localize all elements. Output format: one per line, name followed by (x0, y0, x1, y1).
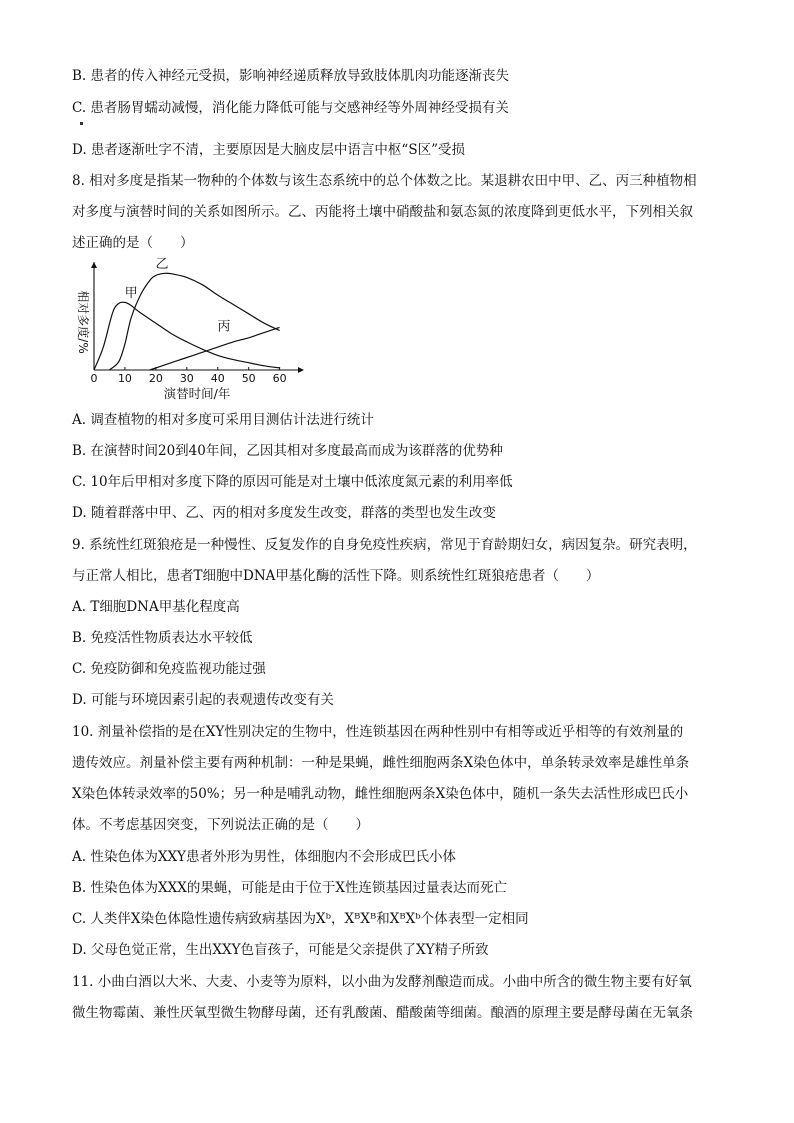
q10-option-a: A. 性染色体为XXY患者外形为男性，体细胞内不会形成巴氏小体 (72, 849, 456, 865)
q10-option-b: B. 性染色体为XXX的果蝇，可能是由于位于X性连锁基因过量表达而死亡 (72, 880, 507, 896)
x-tick-label: 60 (272, 372, 287, 385)
q8-stem-2: 对多度与演替时间的关系如图所示。乙、丙能将土壤中硝酸盐和氨态氮的浓度降到更低水平，下列相关叙 (72, 204, 693, 220)
x-tick-label: 0 (90, 372, 98, 385)
series-label-2: 乙 (155, 258, 169, 273)
q10-stem-4: 体。不考虑基因突变，下列说法正确的是（ ） (72, 817, 369, 833)
stray-mark (80, 122, 83, 125)
series-line-3 (150, 327, 280, 370)
x-tick-label: 20 (148, 372, 163, 385)
q9-stem-1: 9. 系统性红斑狼疮是一种慢性、反复发作的自身免疫性疾病，常见于育龄期妇女，病因复杂。研究表明， (72, 537, 697, 553)
x-tick-label: 50 (241, 372, 256, 385)
q9-option-d: D. 可能与环境因素引起的表观遗传改变有关 (72, 692, 334, 708)
q9-stem-2: 与正常人相比，患者T细胞中DNA甲基化酶的活性下降。则系统性红斑狼疮患者（ ） (72, 568, 600, 584)
x-tick-label: 10 (117, 372, 132, 385)
x-tick-label: 40 (210, 372, 225, 385)
series-label-1: 甲 (124, 286, 138, 302)
q8-option-b: B. 在演替时间20到40年间，乙因其相对多度最高而成为该群落的优势种 (72, 443, 503, 459)
x-axis-title: 演替时间/年 (163, 386, 231, 401)
x-tick-label: 30 (179, 372, 194, 385)
series-line-1 (94, 302, 280, 370)
q8-option-a: A. 调查植物的相对多度可采用目测估计法进行统计 (72, 412, 374, 428)
q8-option-c: C. 10年后甲相对多度下降的原因可能是对土壤中低浓度氮元素的利用率低 (72, 474, 513, 490)
option-b: B. 患者的传入神经元受损，影响神经递质释放导致肢体肌肉功能逐渐丧失 (72, 68, 510, 84)
q8-stem-3: 述正确的是（ ） (72, 235, 194, 251)
q10-stem-3: X染色体转录效率的50%；另一种是哺乳动物，雌性细胞两条X染色体中，随机一条失去活性形成巴氏小 (72, 786, 689, 802)
option-c: C. 患者肠胃蠕动减慢，消化能力降低可能与交感神经等外周神经受损有关 (72, 100, 509, 116)
q8-stem-1: 8. 相对多度是指某一物种的个体数与该生态系统中的总个体数之比。某退耕农田中甲、乙、丙三种植物相 (72, 173, 697, 189)
q11-stem-2: 微生物霉菌、兼性厌氧型微生物酵母菌，还有乳酸菌、醋酸菌等细菌。酿酒的原理主要是酵母菌在无氧条 (72, 1005, 693, 1021)
q9-option-c: C. 免疫防御和免疫监视功能过强 (72, 661, 266, 677)
q10-option-d: D. 父母色觉正常，生出XXY色盲孩子，可能是父亲提供了XY精子所致 (72, 942, 489, 958)
q8-option-d: D. 随着群落中甲、乙、丙的相对多度发生改变，群落的类型也发生改变 (72, 505, 496, 521)
y-axis-title: 相对多度/% (76, 290, 90, 354)
option-d: D. 患者逐渐吐字不清，主要原因是大脑皮层中语言中枢“S区”受损 (72, 142, 465, 158)
relative-abundance-chart (66, 258, 306, 403)
q10-option-c: C. 人类伴X染色体隐性遗传病致病基因为Xᵇ，XᴮXᴮ和XᴮXᵇ个体表型一定相同 (72, 911, 529, 927)
q9-option-b: B. 免疫活性物质表达水平较低 (72, 630, 253, 646)
q11-stem-1: 11. 小曲白酒以大米、大麦、小麦等为原料，以小曲为发酵剂酿造而成。小曲中所含的微生物主要有好氧 (72, 974, 692, 990)
q10-stem-2: 遗传效应。剂量补偿主要有两种机制：一种是果蝇，雌性细胞两条X染色体中，单条转录效率是雄性单条 (72, 755, 690, 771)
q9-option-a: A. T细胞DNA甲基化程度高 (72, 599, 240, 615)
q10-stem-1: 10. 剂量补偿指的是在XY性别决定的生物中，性连锁基因在两种性别中有相等或近乎相等的有效剂量的 (72, 724, 684, 740)
series-label-3: 丙 (217, 319, 231, 335)
x-axis-arrow (298, 367, 304, 373)
y-axis-arrow (91, 262, 97, 268)
